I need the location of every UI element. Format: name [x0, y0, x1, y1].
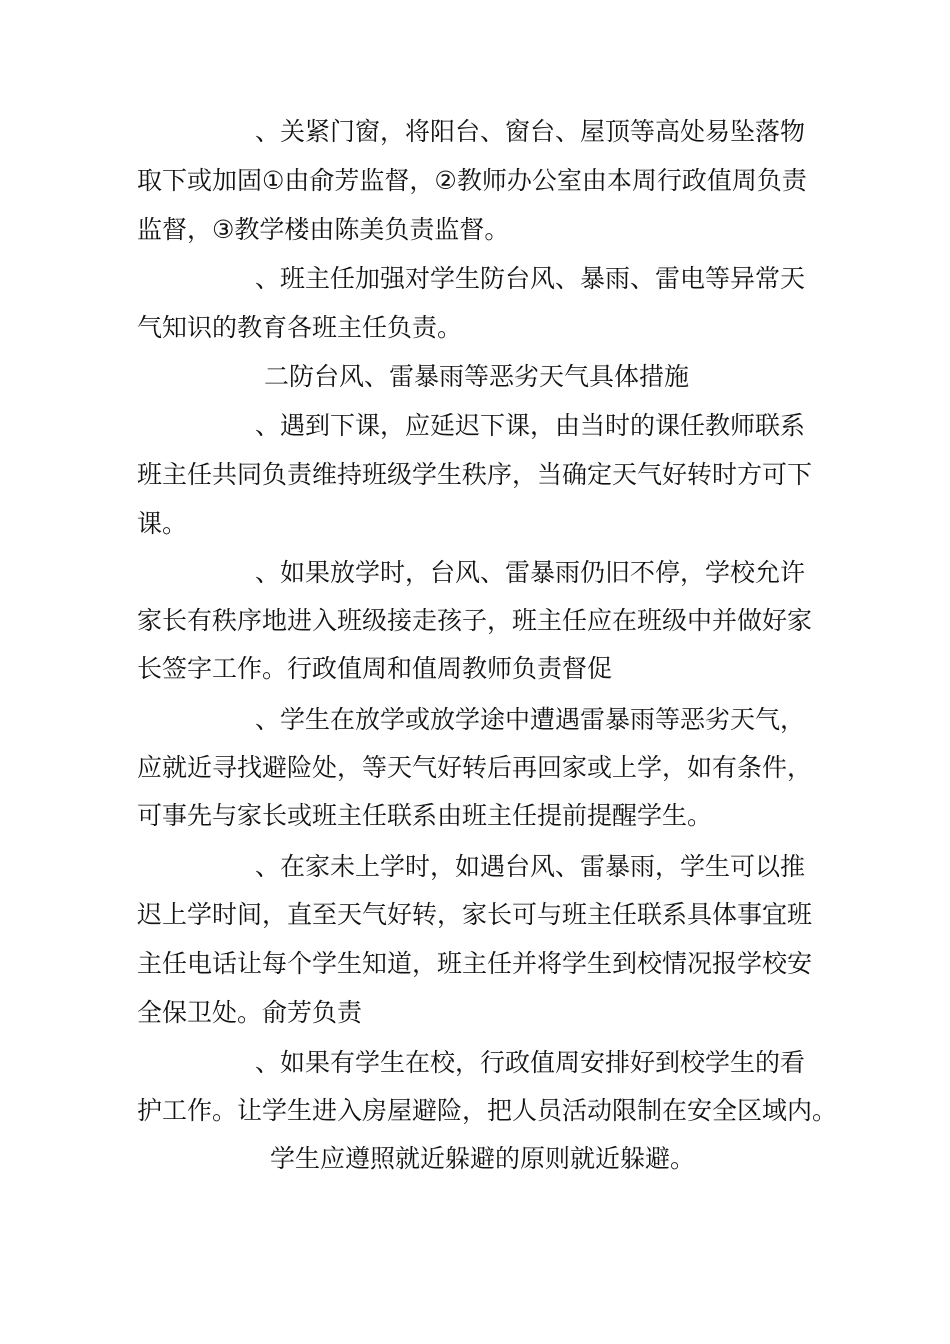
paragraph-line: 取下或加固①由俞芳监督，②教师办公室由本周行政值周负责 — [137, 166, 807, 195]
paragraph-line: 可事先与家长或班主任联系由班主任提前提醒学生。 — [137, 801, 713, 830]
closing-line: 学生应遵照就近躲避的原则就近躲避。 — [270, 1144, 696, 1173]
paragraph-line: 长签字工作。行政值周和值周教师负责督促 — [137, 654, 613, 683]
paragraph-line: 全保卫处。俞芳负责 — [137, 998, 363, 1027]
paragraph-line: 气知识的教育各班主任负责。 — [137, 313, 463, 342]
paragraph-line: 、在家未上学时，如遇台风、雷暴雨，学生可以推 — [255, 852, 806, 881]
paragraph-line: 、如果有学生在校，行政值周安排好到校学生的看 — [255, 1048, 806, 1077]
paragraph-line: 、如果放学时，台风、雷暴雨仍旧不停，学校允许 — [255, 558, 806, 587]
paragraph-line: 、关紧门窗，将阳台、窗台、屋顶等高处易坠落物 — [255, 117, 806, 146]
paragraph-line: 主任电话让每个学生知道，班主任并将学生到校情况报学校安 — [137, 949, 813, 978]
paragraph-line: 应就近寻找避险处，等天气好转后再回家或上学，如有条件， — [137, 753, 813, 782]
paragraph-line: 家长有秩序地进入班级接走孩子，班主任应在班级中并做好家 — [137, 606, 813, 635]
paragraph-line: 、学生在放学或放学途中遭遇雷暴雨等恶劣天气， — [255, 705, 806, 734]
section-heading: 二防台风、雷暴雨等恶劣天气具体措施 — [264, 362, 690, 391]
paragraph-line: 班主任共同负责维持班级学生秩序，当确定天气好转时方可下 — [137, 460, 813, 489]
paragraph-line: 课。 — [137, 509, 188, 538]
paragraph-line: 护工作。让学生进入房屋避险，把人员活动限制在安全区域内。 — [137, 1096, 838, 1125]
paragraph-line: 监督，③教学楼由陈美负责监督。 — [137, 215, 510, 244]
paragraph-line: 、遇到下课，应延迟下课，由当时的课任教师联系 — [255, 411, 806, 440]
paragraph-line: 迟上学时间，直至天气好转，家长可与班主任联系具体事宜班 — [137, 900, 813, 929]
paragraph-line: 、班主任加强对学生防台风、暴雨、雷电等异常天 — [255, 264, 806, 293]
